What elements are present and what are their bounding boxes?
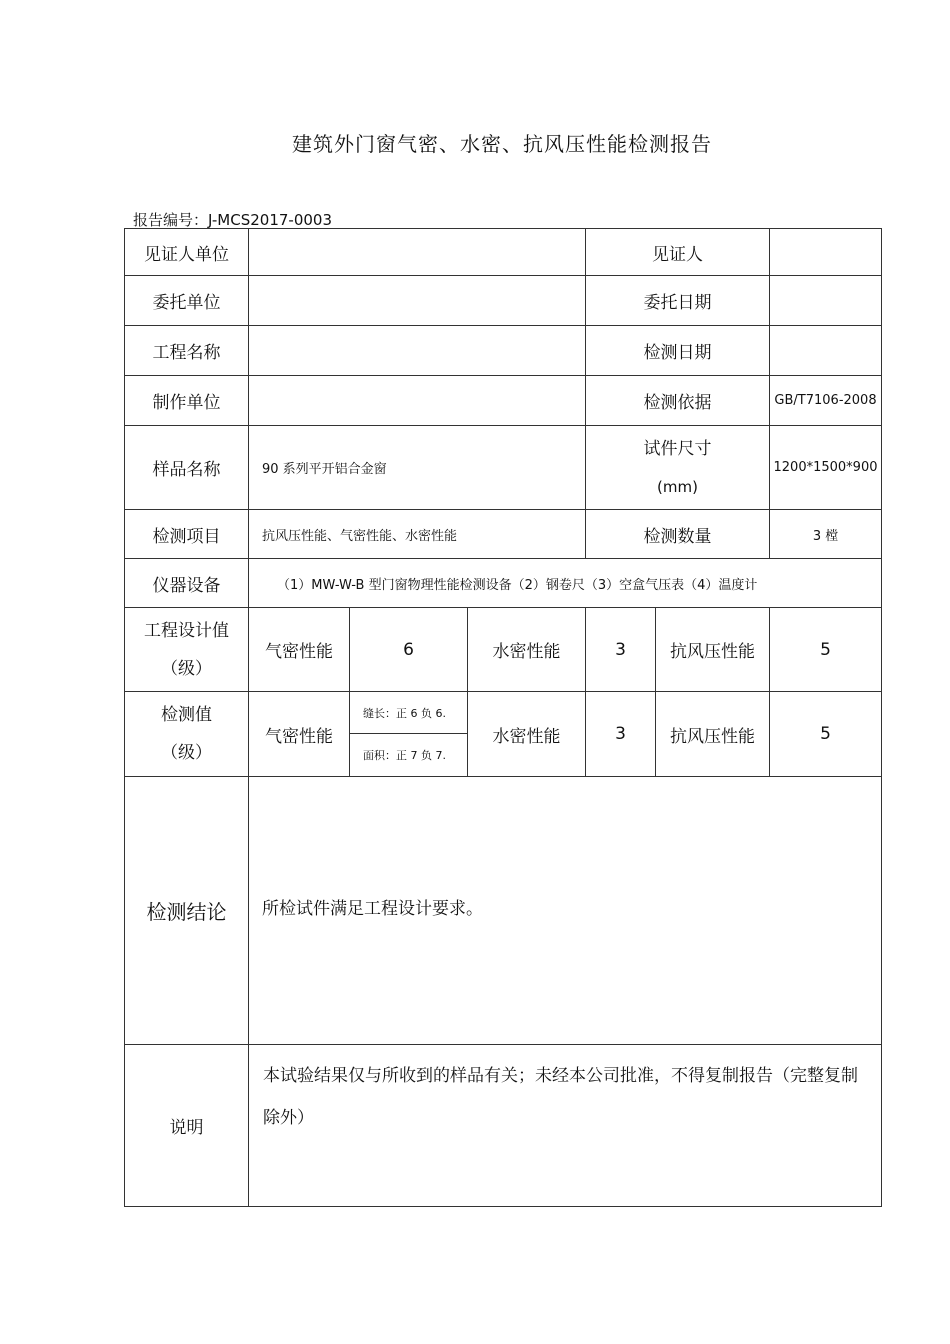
- design-label: [125, 608, 249, 692]
- design-watertight-label: 水密性能: [468, 608, 586, 692]
- design-label-line2: （级）: [161, 658, 212, 679]
- test-quantity-label: 检测数量: [586, 510, 770, 559]
- test-items-row: [125, 510, 882, 559]
- conclusion-row: [125, 777, 882, 1045]
- witness-unit-value: [249, 229, 586, 276]
- design-wind-label: 抗风压性能: [656, 608, 770, 692]
- maker-unit-value: [249, 376, 586, 426]
- specimen-size-label-line1: 试件尺寸: [643, 438, 712, 459]
- report-title: 建筑外门窗气密、水密、抗风压性能检测报告: [292, 132, 712, 156]
- project-name-value: [249, 326, 586, 376]
- test-quantity-value: 3 樘: [770, 510, 882, 559]
- notes-label: 说明: [125, 1045, 249, 1207]
- design-watertight-value: 3: [586, 608, 656, 692]
- witness-value: [770, 229, 882, 276]
- equipment-row: [125, 559, 882, 608]
- measured-airtight-label: 气密性能: [249, 692, 350, 777]
- measured-watertight-label: 水密性能: [468, 692, 586, 777]
- witness-row: [125, 229, 882, 276]
- client-unit-label: 委托单位: [125, 276, 249, 326]
- design-airtight-label: 气密性能: [249, 608, 350, 692]
- design-label-line1: 工程设计值: [144, 620, 229, 641]
- measured-airtight-seam: 缝长：正 6 负 6.: [350, 692, 468, 734]
- project-name-label: 工程名称: [125, 326, 249, 376]
- test-basis-label: 检测依据: [586, 376, 770, 426]
- conclusion-text: 所检试件满足工程设计要求。: [249, 777, 882, 1045]
- equipment-label: 仪器设备: [125, 559, 249, 608]
- measured-airtight-area: 面积：正 7 负 7.: [350, 734, 468, 777]
- measured-wind-label: 抗风压性能: [656, 692, 770, 777]
- witness-unit-label: 见证人单位: [125, 229, 249, 276]
- equipment-value: （1）MW-W-B 型门窗物理性能检测设备（2）钢卷尺（3）空盒气压表（4）温度计: [249, 559, 882, 608]
- notes-row: [125, 1045, 882, 1207]
- client-row: [125, 276, 882, 326]
- design-row: [125, 608, 882, 692]
- specimen-size-label-line2: (mm): [657, 477, 698, 496]
- notes-text: 本试验结果仅与所收到的样品有关；未经本公司批准，不得复制报告（完整复制除外）: [249, 1045, 882, 1207]
- project-row: [125, 326, 882, 376]
- measured-label-line1: 检测值: [161, 705, 212, 725]
- commission-date-label: 委托日期: [586, 276, 770, 326]
- design-wind-value: 5: [770, 608, 882, 692]
- test-date-label: 检测日期: [586, 326, 770, 376]
- test-date-value: [770, 326, 882, 376]
- test-items-value: 抗风压性能、气密性能、水密性能: [249, 510, 586, 559]
- measured-label: [125, 692, 249, 777]
- sample-row: [125, 426, 882, 510]
- measured-wind-value: 5: [770, 692, 882, 777]
- witness-label: 见证人: [586, 229, 770, 276]
- measured-label-line2: （级）: [161, 743, 212, 763]
- commission-date-value: [770, 276, 882, 326]
- test-items-label: 检测项目: [125, 510, 249, 559]
- maker-unit-label: 制作单位: [125, 376, 249, 426]
- measured-row-1: [125, 692, 882, 734]
- report-number: 报告编号：J-MCS2017-0003: [133, 211, 332, 229]
- specimen-size-label: [586, 426, 770, 510]
- client-unit-value: [249, 276, 586, 326]
- specimen-size-value: 1200*1500*900: [770, 426, 882, 510]
- maker-row: [125, 376, 882, 426]
- conclusion-label: 检测结论: [125, 777, 249, 1045]
- measured-watertight-value: 3: [586, 692, 656, 777]
- test-basis-value: GB/T7106-2008: [770, 376, 882, 426]
- sample-name-value: 90 系列平开铝合金窗: [249, 426, 586, 510]
- sample-name-label: 样品名称: [125, 426, 249, 510]
- report-table: [124, 228, 882, 1207]
- design-airtight-value: 6: [350, 608, 468, 692]
